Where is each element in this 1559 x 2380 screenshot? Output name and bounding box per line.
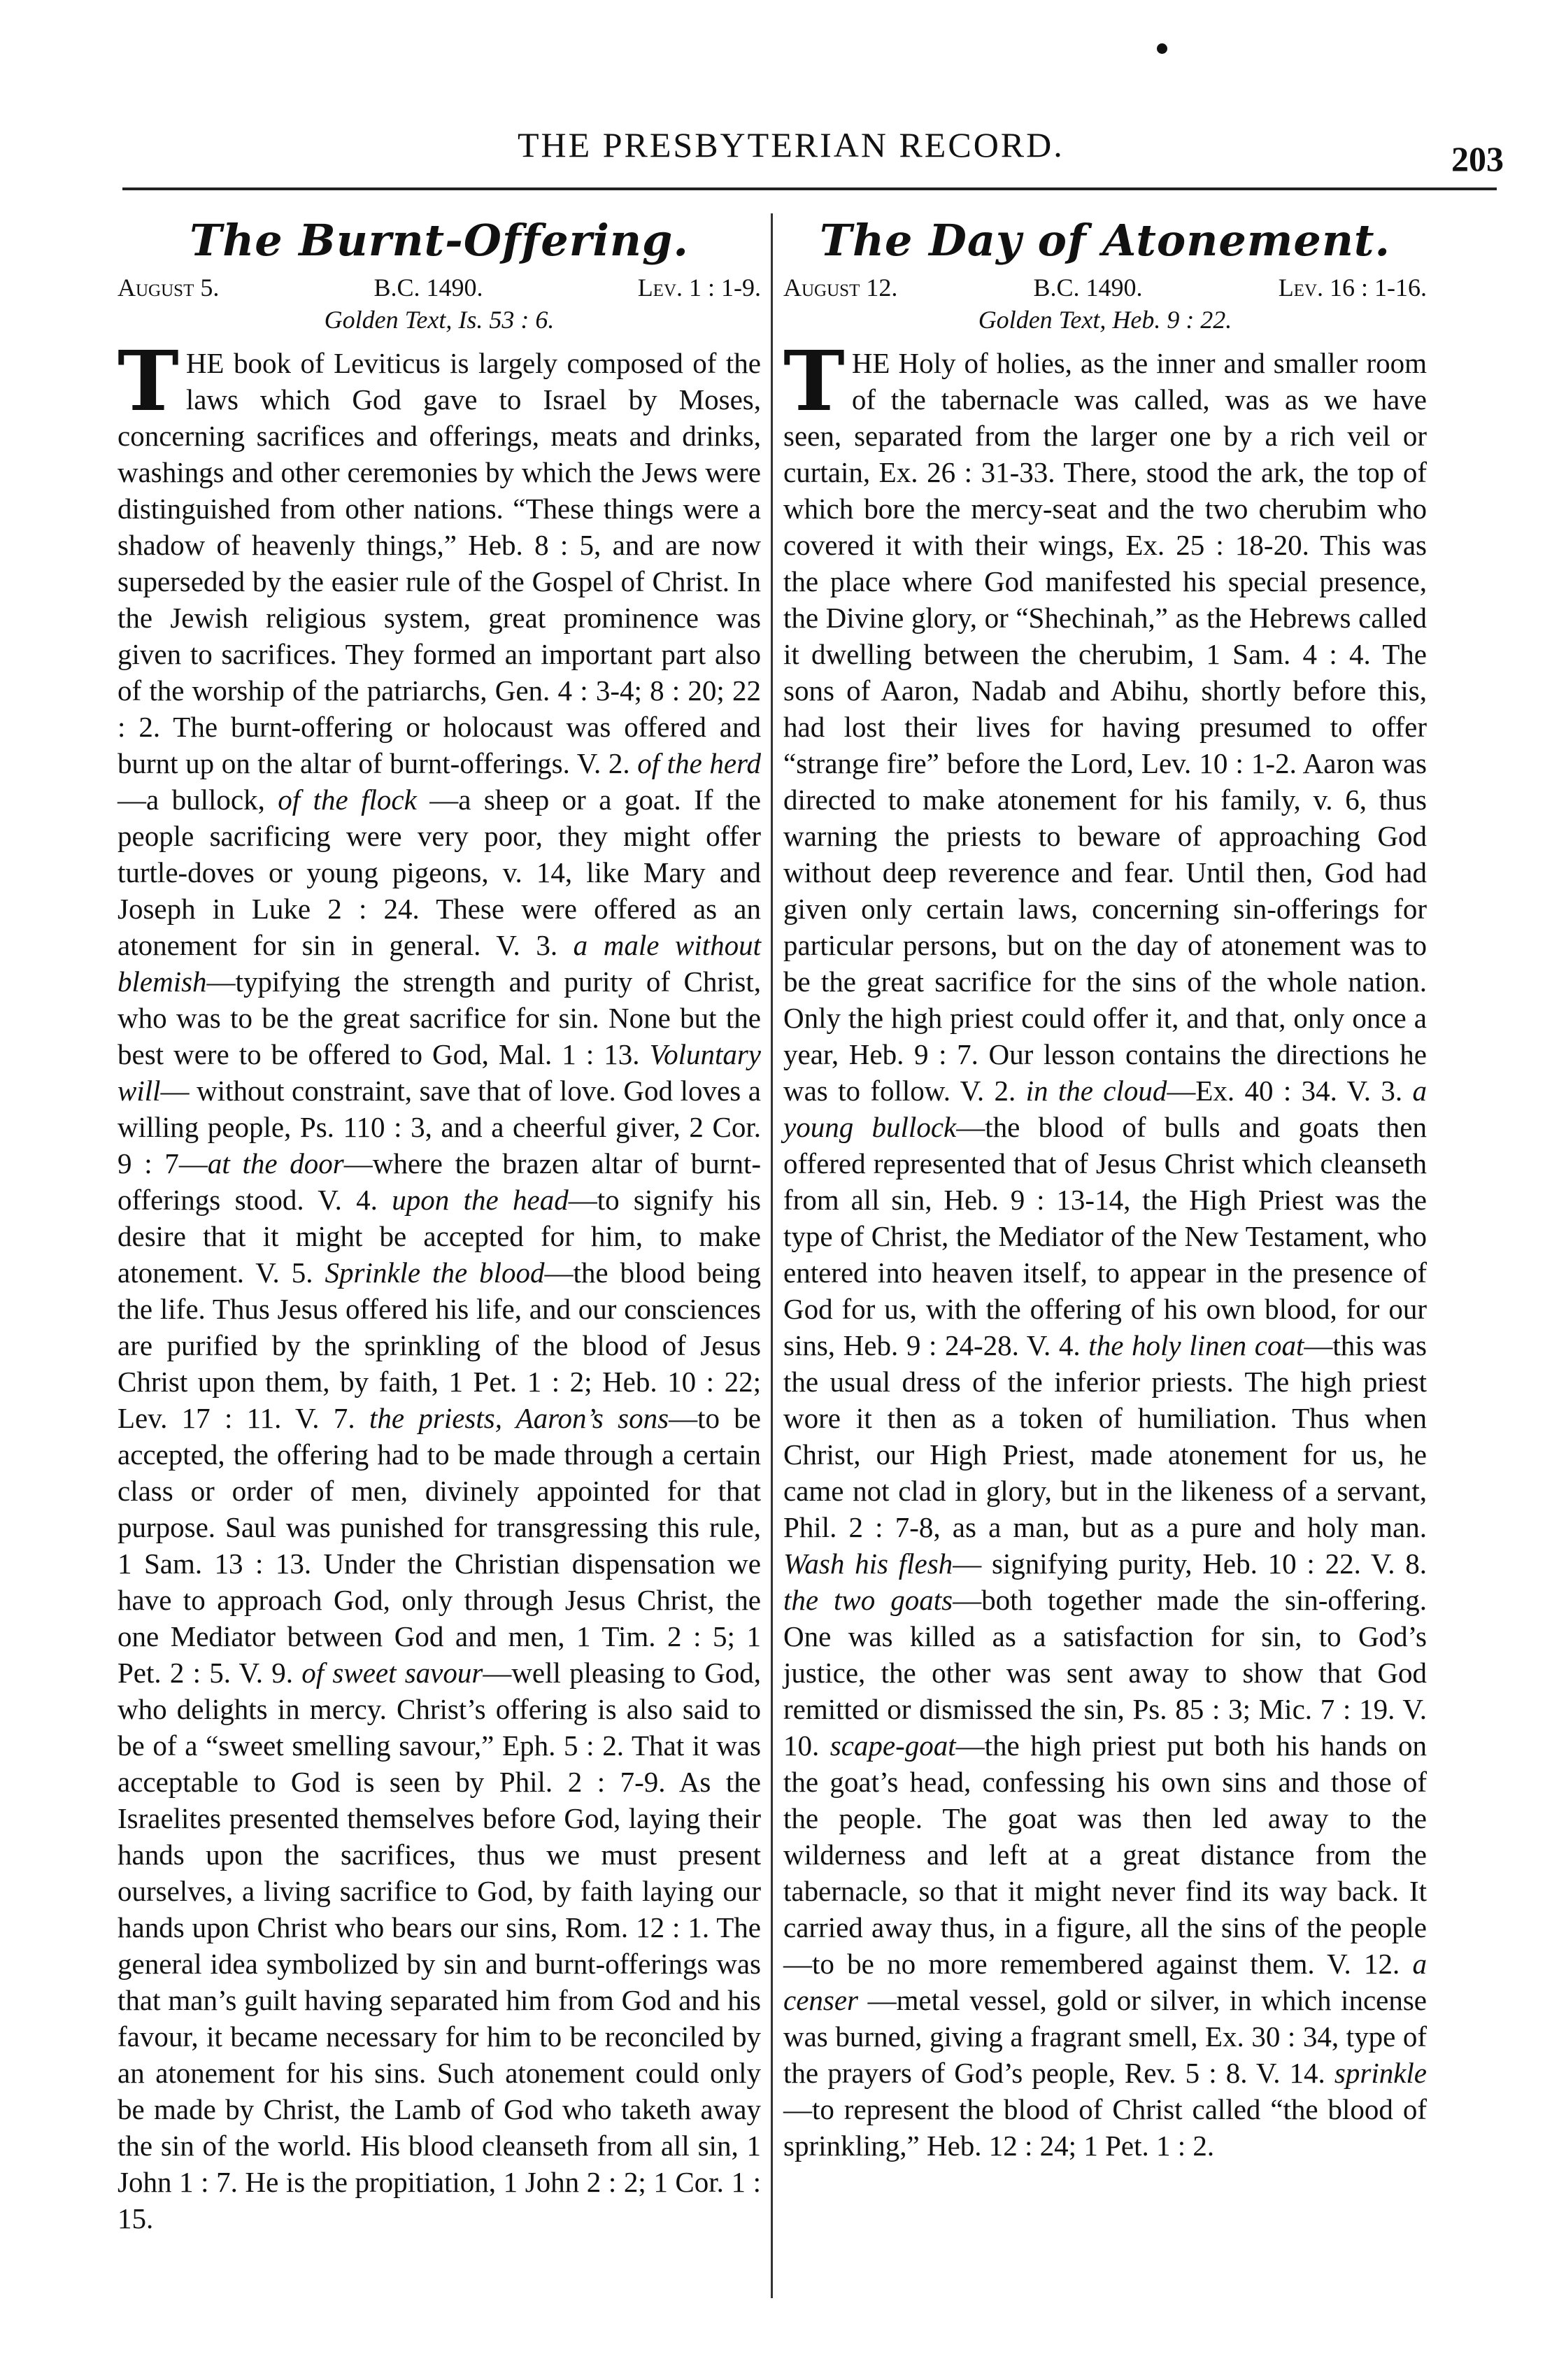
italic-phrase: the holy linen coat (1088, 1329, 1304, 1361)
italic-phrase: at the door (207, 1147, 344, 1180)
page-number: 203 (1451, 139, 1504, 178)
italic-phrase: of the flock (278, 784, 417, 816)
text-run: —a bullock, (118, 784, 278, 816)
lesson-day-of-atonement (783, 213, 1427, 2164)
lesson-meta (783, 272, 1427, 303)
lesson-title: The Burnt-Offering. (190, 215, 689, 266)
lesson-title: The Day of Atonement. (819, 215, 1391, 266)
lesson-body (783, 332, 1428, 2164)
text-run: —where the brazen altar of burnt-offerings stood. V. 4. (118, 1147, 761, 1216)
lesson-year: B.C. 1490. (1033, 274, 1143, 302)
text-run: — without constraint, save that of love. God loves a willing people, Ps. 110 : 3, and a cheerful giver, 2 Cor. 9 : 7— (118, 1075, 761, 1180)
running-title: THE PRESBYTERIAN RECORD. (518, 125, 1065, 164)
lesson-reference: Lev. 1 : 1-9. (637, 274, 761, 302)
text-run: —Ex. 40 : 34. V. 3. (1167, 1075, 1413, 1107)
text-run: —to be accepted, the offering had to be made through a certain class or order of men, divinely appointed for that purpose. Saul was punished for transgressing this rule, 1 Sam. 13 : 13. Under the Christian dispensation we have to approach God, only through Jesus Christ, the one Mediator between God and men, 1 Tim. 2 : 5; 1 Pet. 2 : 5. V. 9. (118, 1402, 761, 1689)
italic-phrase: of sweet savour (301, 1657, 483, 1689)
text-run: —typifying the strength and purity of Christ, who was to be the great sacrifice for sin. None but the best were to be offered to God, Mal. 1 : 13. (118, 965, 761, 1070)
golden-text: Golden Text, Heb. 9 : 22. (978, 306, 1232, 334)
header-rule (122, 187, 1497, 190)
golden-text: Golden Text, Is. 53 : 6. (324, 306, 555, 334)
text-run: —both together made the sin-offering. One was killed as a satisfaction for sin, to God’s justice, the other was sent away to show that God remitted or dismissed the sin, Ps. 85 : 3; Mic. 7 : 19. V. 10. (783, 1584, 1427, 1762)
lesson-meta (118, 272, 761, 303)
italic-phrase: upon the head (392, 1184, 569, 1216)
column-rule (771, 213, 773, 2298)
italic-phrase: a male without blemish (118, 929, 761, 998)
text-run: —the blood of bulls and goats then offered represented that of Jesus Christ which cleanseth from all sin, Heb. 9 : 13-14, the High Priest was the type of Christ, the Mediator of the New Testament, who entered into heaven itself, to appear in the presence of God for us, with the offering of his own blood, for our sins, Heb. 9 : 24-28. V. 4. (783, 1111, 1427, 1361)
lesson-burnt-offering (118, 213, 761, 2237)
italic-phrase: the priests, Aaron’s sons (369, 1402, 669, 1434)
text-run: —the blood being the life. Thus Jesus offered his life, and our consciences are purified by the sprinkling of the blood of Jesus Christ upon them, by faith, 1 Pet. 1 : 2; Heb. 10 : 22; Lev. 17 : 11. V. 7. (118, 1256, 761, 1434)
italic-phrase: scape-goat (830, 1729, 956, 1762)
lesson-year: B.C. 1490. (373, 274, 483, 302)
text-run: —the high priest put both his hands on the goat’s head, confessing his own sins and those of the people. The goat was then led away to the wilderness and left at a great distance from the tabernacle, so that it might never find its way back. It carried away thus, in a figure, all the sins of the people—to be no more remembered against them. V. 12. (783, 1729, 1427, 1980)
italic-phrase: a young bullock (783, 1075, 1427, 1143)
lesson-date: August 12. (783, 274, 898, 302)
lesson-paragraph (118, 332, 761, 2234)
text-run: —a sheep or a goat. If the people sacrificing were very poor, they might offer turtle-doves or young pigeons, v. 14, like Mary and Joseph in Luke 2 : 24. These were offered as an atonement for sin in general. V. 3. (118, 784, 761, 961)
running-header (119, 125, 1504, 180)
text-run: HE book of Leviticus is largely composed of the laws which God gave to Israel by Moses, concerning sacrifices and offerings, meats and drinks, washings and other ceremonies by which the Jews were distinguished from other nations. “These things were a shadow of heavenly things,” Heb. 8 : 5, and are now superseded by the easier rule of the Gospel of Christ. In the Jewish religious system, great prominence was given to sacrifices. They formed an important part also of the worship of the patriarchs, Gen. 4 : 3-4; 8 : 20; 22 : 2. The burnt-offering or holocaust was offered and burnt up on the altar of burnt-offerings. V. 2. (118, 347, 761, 779)
text-run: HE Holy of holies, as the inner and smaller room of the tabernacle was called, was as we have seen, separated from the larger one by a rich veil or curtain, Ex. 26 : 31-33. There, stood the ark, the top of which bore the mercy-seat and the two cherubim who covered it with their wings, Ex. 25 : 18-20. This was the place where God manifested his special presence, the Divine glory, or “Shechinah,” as the Hebrews called it dwelling between the cherubim, 1 Sam. 4 : 4. The sons of Aaron, Nadab and Abihu, shortly before this, had lost their lives for having presumed to offer “strange fire” before the Lord, Lev. 10 : 1-2. Aaron was directed to make atonement for his family, v. 6, thus warning the priests to beware of approaching God without deep reverence and fear. Until then, God had given only certain laws, concerning sin-offerings for particular persons, but on the day of atonement was to be the great sacrifice for the sins of the whole nation. Only the high priest could offer it, and that, only once a year, Heb. 9 : 7. Our lesson contains the directions he was to follow. V. 2. (783, 347, 1427, 1107)
italic-phrase: in the cloud (1025, 1075, 1167, 1107)
lesson-date: August 5. (118, 274, 220, 302)
italic-phrase: Sprinkle the blood (325, 1256, 545, 1289)
text-run: —to represent the blood of Christ called “the blood of sprinkling,” Heb. 12 : 24; 1 Pet. 1 : 2. (783, 2093, 1427, 2162)
italic-phrase: the two goats (783, 1584, 953, 1616)
italic-phrase: of the herd (637, 747, 761, 779)
text-run: —metal vessel, gold or silver, in which incense was burned, giving a fragrant smell, Ex. 30 : 34, type of the prayers of God’s people, Rev. 5 : 8. V. 14. (783, 1984, 1427, 2089)
lesson-paragraph (783, 332, 1428, 2162)
text-run: —to signify his desire that it might be accepted for him, to make atonement. V. 5. (118, 1184, 761, 1289)
italic-phrase: Wash his flesh (783, 1547, 953, 1580)
lesson-body (118, 332, 761, 2237)
text-run: —this was the usual dress of the inferior priests. The high priest wore it then as a token of humiliation. Thus when Christ, our High Priest, made atonement for us, he came not clad in glory, but in the likeness of a servant, Phil. 2 : 7-8, as a man, but as a pure and holy man. (783, 1329, 1428, 1543)
drop-cap: T (118, 332, 179, 430)
text-run: —well pleasing to God, who delights in mercy. Christ’s offering is also said to be of a “sweet smelling savour,” Eph. 5 : 2. That it was acceptable to God is seen by Phil. 2 : 7-9. As the Israelites presented themselves before God, laying their hands upon the sacrifices, thus we must present ourselves, a living sacrifice to God, by faith laying our hands upon Christ who bears our sins, Rom. 12 : 1. The general idea symbolized by sin and burnt-offerings was that man’s guilt having separated him from God and his favour, it became necessary for him to be reconciled by an atonement for his sins. Such atonement could only be made by Christ, the Lamb of God who taketh away the sin of the world. His blood cleanseth from all sin, 1 John 1 : 7. He is the propitiation, 1 John 2 : 2; 1 Cor. 1 : 15. (118, 1657, 761, 2234)
italic-phrase: Voluntary will (118, 1038, 761, 1107)
drop-cap: T (783, 332, 845, 430)
page-dot-mark (1157, 43, 1167, 54)
italic-phrase: a censer (783, 1948, 1427, 2016)
text-run: — signifying purity, Heb. 10 : 22. V. 8. (953, 1547, 1427, 1580)
italic-phrase: sprinkle (1334, 2057, 1427, 2089)
lesson-reference: Lev. 16 : 1-16. (1278, 274, 1427, 302)
